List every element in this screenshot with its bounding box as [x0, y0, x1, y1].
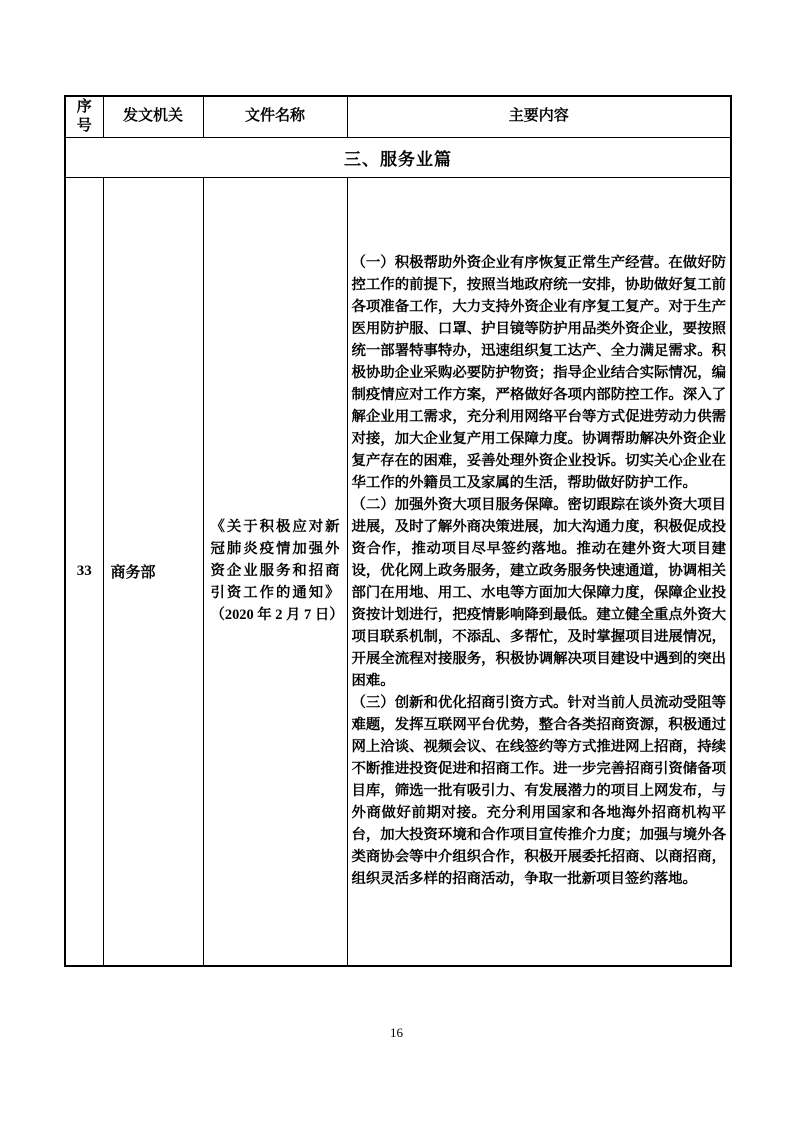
- cell-index: 33: [65, 177, 103, 966]
- section-banner-row: [65, 137, 731, 177]
- content-paragraph-3: （三）创新和优化招商引资方式。针对当前人员流动受阻等难题，发挥互联网平台优势，整合各类招商资源，积极通过网上洽谈、视频会议、在线签约等方式推进网上招商，持续不断推进投资促进和招商工作。进一步完善招商引资储备项目库，筛选一批有吸引力、有发展潜力的项目上网发布，与外商做好前期对接。充分利用国家和各地海外招商机构平台，加大投资环境和合作项目宣传推介力度；加强与境外各类商协会等中介组织合作，积极开展委托招商、以商招商，组织灵活多样的招商活动，争取一批新项目签约落地。: [351, 695, 726, 888]
- main-content-block: [352, 252, 727, 890]
- col-header-agency: 发文机关: [103, 96, 203, 137]
- content-paragraph-1: （一）积极帮助外资企业有序恢复正常生产经营。在做好防控工作的前提下，按照当地政府统一安排，协助做好复工前各项准备工作，大力支持外资企业有序复工复产。对于生产医用防护服、口罩、护目镜等防护用品类外资企业，要按照统一部署特事特办，迅速组织复工达产、全力满足需求。积极协助企业采购必要防护物资；指导企业结合实际情况，编制疫情应对工作方案，严格做好各项内部防控工作。深入了解企业用工需求，充分利用网络平台等方式促进劳动力供需对接，加大企业复产用工保障力度。协调帮助解决外资企业复产存在的困难，妥善处理外资企业投诉。切实关心企业在华工作的外籍员工及家属的生活，帮助做好防护工作。: [351, 255, 726, 492]
- content-paragraph-2: （二）加强外资大项目服务保障。密切跟踪在谈外资大项目进展，及时了解外商决策进展，加大沟通力度，积极促成投资合作，推动项目尽早签约落地。推动在建外资大项目建设，优化网上政务服务，建立政务服务快速通道，协调相关部门在用地、用工、水电等方面加大保障力度，保障企业投资按计划进行，把疫情影响降到最低。建立健全重点外资大项目联系机制，不添乱、多帮忙，及时掌握项目进展情况，开展全流程对接服务，积极协调解决项目建设中遇到的突出困难。: [351, 497, 726, 690]
- cell-document-title: 《关于积极应对新冠肺炎疫情加强外资企业服务和招商引资工作的通知》（2020 年 2 月 7 日）: [203, 177, 347, 966]
- cell-main-content: [347, 177, 731, 966]
- col-header-document-name: 文件名称: [203, 96, 347, 137]
- table-header-row: [65, 96, 731, 137]
- cell-agency: 商务部: [103, 177, 203, 966]
- page-number: 16: [390, 1025, 403, 1040]
- section-title: 三、服务业篇: [65, 137, 731, 177]
- col-header-index: 序号: [65, 96, 103, 137]
- table-row: [65, 177, 731, 966]
- col-header-main-content: 主要内容: [347, 96, 731, 137]
- policy-table: [64, 95, 732, 967]
